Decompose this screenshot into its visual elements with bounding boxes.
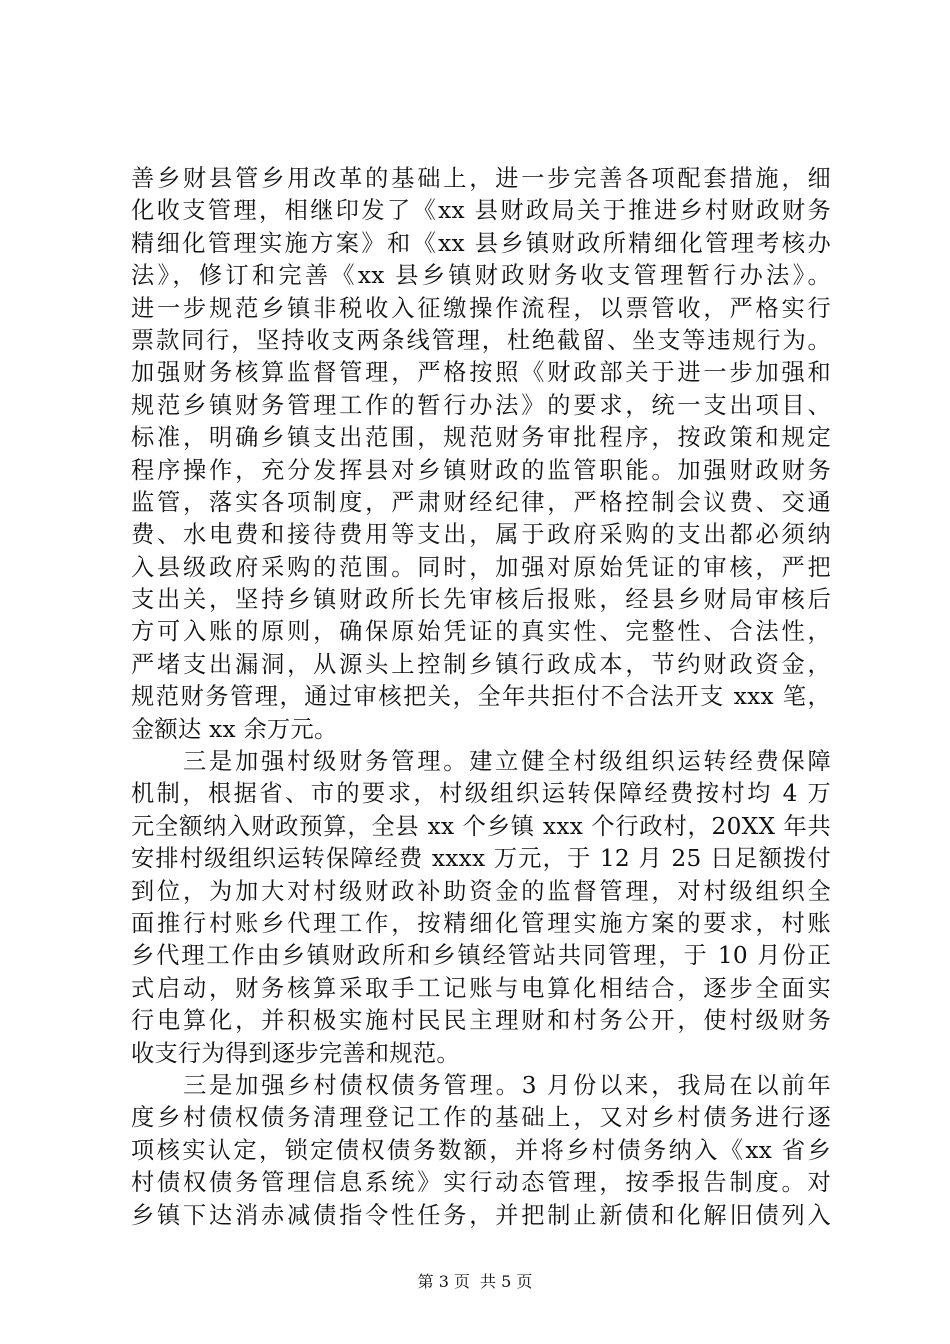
text-line: 安排村级组织运转保障经费 xxxx 万元，于 12 月 25 日足额拨付 <box>131 845 831 873</box>
body-text <box>131 163 831 1232</box>
page-total: 共 5 页 <box>480 1272 533 1291</box>
page-footer <box>0 1272 950 1292</box>
text-line: 费、水电费和接待费用等支出，属于政府采购的支出都必须纳 <box>131 521 831 549</box>
text-line: 机制，根据省、市的要求，村级组织运转保障经费按村均 4 万 <box>131 780 831 808</box>
page-number: 第 3 页 <box>417 1272 470 1291</box>
paragraph-end-line: 金额达 xx 余万元。 <box>131 715 338 743</box>
text-line: 加强财务核算监督管理，严格按照《财政部关于进一步加强和 <box>131 359 831 387</box>
text-line: 严堵支出漏洞，从源头上控制乡镇行政成本，节约财政资金， <box>131 650 831 678</box>
text-line: 项核实认定，锁定债权债务数额，并将乡村债务纳入《xx 省乡 <box>131 1136 831 1164</box>
text-line: 规范乡镇财务管理工作的暂行办法》的要求，统一支出项目、 <box>131 391 831 419</box>
text-line: 精细化管理实施方案》和《xx 县乡镇财政所精细化管理考核办 <box>131 229 831 257</box>
text-line: 监管，落实各项制度，严肃财经纪律，严格控制会议费、交通 <box>131 488 831 516</box>
text-line: 式启动，财务核算采取手工记账与电算化相结合，逐步全面实 <box>131 974 831 1002</box>
text-line: 支出关，坚持乡镇财政所长先审核后报账，经县乡财局审核后 <box>131 586 831 614</box>
text-line: 村债权债务管理信息系统》实行动态管理，按季报告制度。对 <box>131 1169 831 1197</box>
text-line: 乡镇下达消赤减债指令性任务，并把制止新债和化解旧债列入 <box>131 1201 831 1229</box>
text-line: 度乡村债权债务清理登记工作的基础上，又对乡村债务进行逐 <box>131 1104 831 1132</box>
text-line: 乡代理工作由乡镇财政所和乡镇经管站共同管理，于 10 月份正 <box>131 942 831 970</box>
text-line: 标准，明确乡镇支出范围，规范财务审批程序，按政策和规定 <box>131 424 831 452</box>
text-line: 化收支管理，相继印发了《xx 县财政局关于推进乡村财政财务 <box>131 197 831 225</box>
paragraph-start-line: 三是加强乡村债权债务管理。3 月份以来，我局在以前年 <box>131 1071 831 1099</box>
paragraph-start-line: 三是加强村级财务管理。建立健全村级组织运转经费保障 <box>131 748 831 776</box>
text-line: 规范财务管理，通过审核把关，全年共拒付不合法开支 xxx 笔， <box>131 683 831 711</box>
text-line: 到位，为加大对村级财政补助资金的监督管理，对村级组织全 <box>131 877 831 905</box>
text-line: 面推行村账乡代理工作，按精细化管理实施方案的要求，村账 <box>131 909 831 937</box>
text-line: 行电算化，并积极实施村民民主理财和村务公开，使村级财务 <box>131 1007 831 1035</box>
text-line: 入县级政府采购的范围。同时，加强对原始凭证的审核，严把 <box>131 553 831 581</box>
text-line: 方可入账的原则，确保原始凭证的真实性、完整性、合法性， <box>131 618 831 646</box>
text-line: 法》，修订和完善《xx 县乡镇财政财务收支管理暂行办法》。 <box>131 262 831 290</box>
text-line: 进一步规范乡镇非税收入征缴操作流程，以票管收，严格实行 <box>131 294 831 322</box>
text-line: 善乡财县管乡用改革的基础上，进一步完善各项配套措施，细 <box>131 165 831 192</box>
text-line: 元全额纳入财政预算，全县 xx 个乡镇 xxx 个行政村，20XX 年共 <box>131 812 831 840</box>
text-line: 程序操作，充分发挥县对乡镇财政的监管职能。加强财政财务 <box>131 456 831 484</box>
paragraph-end-line: 收支行为得到逐步完善和规范。 <box>131 1039 460 1067</box>
text-line: 票款同行，坚持收支两条线管理，杜绝截留、坐支等违规行为。 <box>131 326 831 354</box>
